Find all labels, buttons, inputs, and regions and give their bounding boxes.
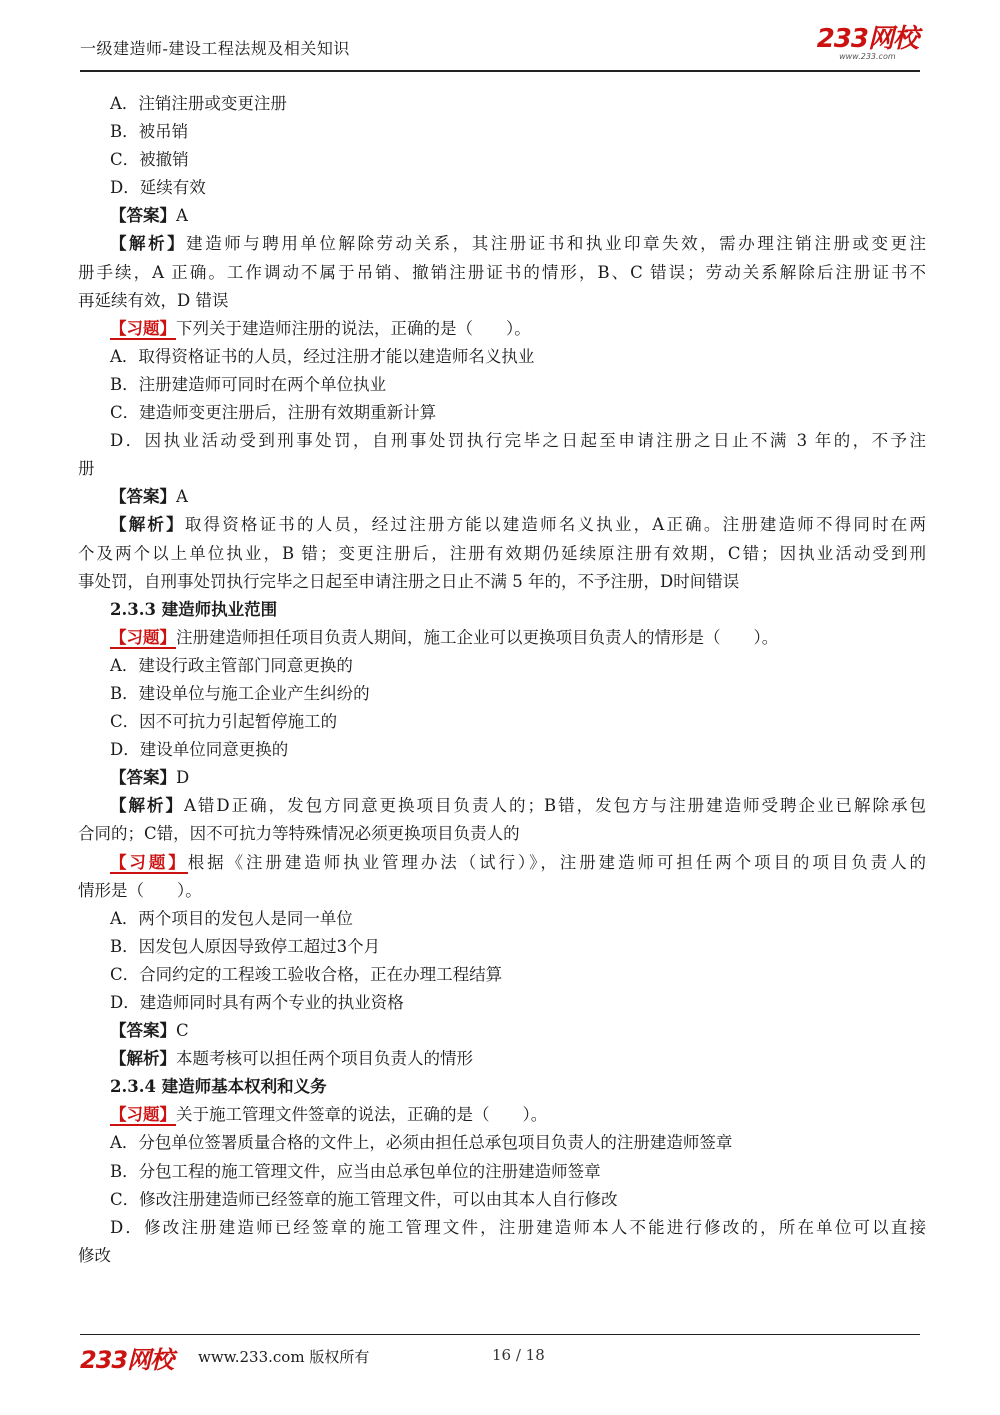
analysis-line xyxy=(78,1045,926,1073)
question-stem xyxy=(78,624,926,652)
analysis-label: 【解析】 xyxy=(110,796,184,816)
answer-label: 【答案】 xyxy=(110,1021,176,1041)
analysis-label: 【解析】 xyxy=(110,515,185,535)
analysis-line: 再延续有效，D 错误 xyxy=(78,290,229,310)
analysis-line: 合同的；C错，因不可抗力等特殊情况必须更换项目负责人的 xyxy=(78,824,520,844)
analysis-line xyxy=(78,792,926,820)
exercise-tag: 【习题】 xyxy=(110,627,176,647)
option-line: D．建设单位同意更换的 xyxy=(110,740,289,760)
question-text: 注册建造师担任项目负责人期间，施工企业可以更换项目负责人的情形是（ ）。 xyxy=(176,627,779,647)
analysis-text: 本题考核可以担任两个项目负责人的情形 xyxy=(176,1049,473,1069)
answer-line xyxy=(78,1017,926,1045)
option-line: A．建设行政主管部门同意更换的 xyxy=(110,655,353,675)
option-line: B．被吊销 xyxy=(110,122,189,142)
question-stem xyxy=(78,1101,926,1129)
question-text: 下列关于建造师注册的说法，正确的是（ ）。 xyxy=(176,318,531,338)
answer-label: 【答案】 xyxy=(110,487,176,507)
option-line: C．修改注册建造师已经签章的施工管理文件，可以由其本人自行修改 xyxy=(110,1189,618,1209)
option-line: A．取得资格证书的人员，经过注册才能以建造师名义执业 xyxy=(110,346,535,366)
answer-label: 【答案】 xyxy=(110,768,176,788)
answer-label: 【答案】 xyxy=(110,206,176,226)
analysis-line: 事处罚，自刑事处罚执行完毕之日起至申请注册之日止不满 5 年的，不予注册，D时间错误 xyxy=(78,571,740,591)
option-line: A．两个项目的发包人是同一单位 xyxy=(110,908,353,928)
logo-text: 233网校 xyxy=(816,24,918,54)
logo xyxy=(817,26,918,61)
answer-line xyxy=(78,202,926,230)
option-line: C．因不可抗力引起暂停施工的 xyxy=(110,712,338,732)
option-line: A．注销注册或变更注册 xyxy=(110,94,287,113)
footer-divider xyxy=(80,1334,920,1335)
answer-value: A xyxy=(176,487,188,507)
logo-url: www.233.com xyxy=(839,52,896,61)
exercise-tag: 【习题】 xyxy=(110,1105,176,1125)
option-line: D．修改注册建造师已经签章的施工管理文件，注册建造师本人不能进行修改的，所在单位可以直接 xyxy=(110,1217,926,1237)
option-line: B．因发包人原因导致停工超过3个月 xyxy=(110,936,381,956)
option-line: B．建设单位与施工企业产生纠纷的 xyxy=(110,683,370,703)
section-heading: 2.3.4 建造师基本权利和义务 xyxy=(110,1077,327,1097)
question-stem xyxy=(78,849,926,877)
option-line: D．建造师同时具有两个专业的执业资格 xyxy=(110,993,404,1012)
option-line: 册 xyxy=(78,459,95,479)
page-footer xyxy=(80,1340,920,1374)
option-line: B．注册建造师可同时在两个单位执业 xyxy=(110,374,387,394)
section-heading: 2.3.3 建造师执业范围 xyxy=(110,599,278,619)
header-divider xyxy=(80,70,920,72)
analysis-line: 册手续，A 正确。工作调动不属于吊销、撤销注册证书的情形，B、C 错误；劳动关系解除后注册证书不 xyxy=(78,262,926,282)
analysis-label: 【解析】 xyxy=(110,1049,176,1069)
answer-line xyxy=(78,764,926,792)
question-text: 关于施工管理文件签章的说法，正确的是（ ）。 xyxy=(176,1105,548,1125)
footer-logo: 233网校 xyxy=(80,1346,174,1374)
question-text-cont: 情形是（ ）。 xyxy=(78,880,202,900)
answer-line xyxy=(78,483,926,511)
analysis-line: 个及两个以上单位执业，B 错；变更注册后，注册有效期仍延续原注册有效期，C错；因执业活动受到刑 xyxy=(78,543,926,563)
analysis-text: 取得资格证书的人员，经过注册方能以建造师名义执业，A正确。注册建造师不得同时在两 xyxy=(184,515,927,535)
page-header xyxy=(80,0,920,72)
option-line: 修改 xyxy=(78,1245,111,1265)
answer-value: C xyxy=(176,1021,189,1041)
option-line: C．合同约定的工程竣工验收合格，正在办理工程结算 xyxy=(110,964,503,984)
option-line: B．分包工程的施工管理文件，应当由总承包单位的注册建造师签章 xyxy=(110,1161,601,1181)
answer-value: A xyxy=(176,206,188,226)
analysis-text: A错D正确，发包方同意更换项目负责人的；B错，发包方与注册建造师受聘企业已解除承包 xyxy=(183,796,926,816)
analysis-line xyxy=(78,230,926,258)
document-body xyxy=(78,90,926,1270)
exercise-tag: 【习题】 xyxy=(110,852,188,872)
question-stem xyxy=(78,315,926,343)
option-line: D．延续有效 xyxy=(110,178,206,198)
analysis-line xyxy=(78,511,926,539)
question-text: 根据《注册建造师执业管理办法（试行）》，注册建造师可担任两个项目的项目负责人的 xyxy=(187,852,927,872)
copyright-text: www.233.com 版权所有 xyxy=(198,1348,370,1366)
page-number: 16 / 18 xyxy=(492,1346,545,1364)
option-line: C．建造师变更注册后，注册有效期重新计算 xyxy=(110,403,437,423)
option-line: D．因执业活动受到刑事处罚，自刑事处罚执行完毕之日起至申请注册之日止不满 3 年的，不予注 xyxy=(110,431,926,451)
analysis-text: 建造师与聘用单位解除劳动关系，其注册证书和执业印章失效，需办理注销注册或变更注 xyxy=(186,234,927,254)
option-line: A．分包单位签署质量合格的文件上，必须由担任总承包项目负责人的注册建造师签章 xyxy=(110,1133,733,1153)
exercise-tag: 【习题】 xyxy=(110,318,176,338)
option-line: C．被撤销 xyxy=(110,150,189,170)
document-title: 一级建造师-建设工程法规及相关知识 xyxy=(80,39,350,58)
answer-value: D xyxy=(176,768,190,788)
analysis-label: 【解析】 xyxy=(110,234,187,254)
